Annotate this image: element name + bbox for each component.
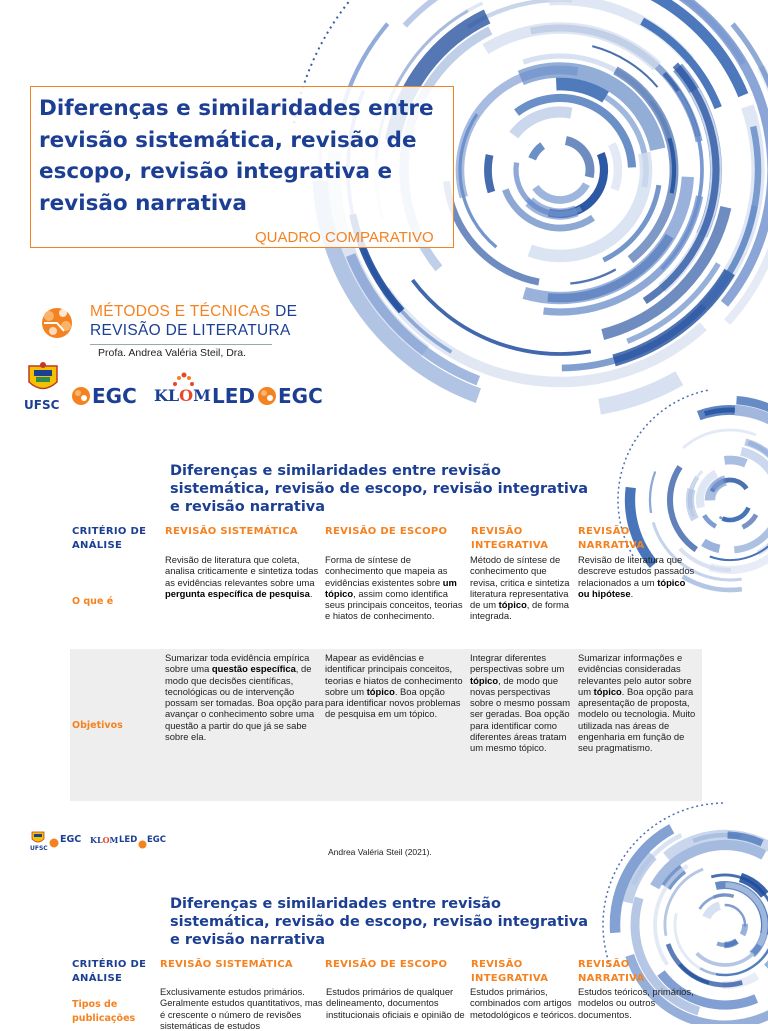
decorative-arc [655, 845, 764, 887]
brand-line-1b: DE [275, 303, 298, 320]
decorative-arc [710, 480, 726, 500]
cell-text: , assim como identifica seus principais conceitos, teorias e hiatos de conhecimento. [325, 587, 463, 622]
cell-text: Sumarizar informações e evidências consideradas relevantes pelo autor sobre um [578, 652, 692, 697]
decorative-arc [662, 91, 702, 269]
decorative-arc [668, 944, 742, 985]
decorative-arc [603, 207, 726, 334]
cell-tipos-narrativa: Estudos teóricos, primários, modelos ou outros documentos. [578, 986, 694, 1020]
decorative-arc [524, 177, 688, 298]
decorative-arc [413, 280, 591, 354]
egc-small-icon [49, 835, 59, 845]
decorative-arc [514, 112, 572, 135]
decorative-arc [697, 953, 754, 965]
brand-logo-icon [36, 301, 80, 345]
decorative-arc [634, 835, 682, 884]
decorative-arc [605, 97, 646, 187]
decorative-arc [717, 126, 758, 291]
decorative-arc [603, 803, 725, 967]
decorative-arc [734, 509, 768, 550]
decorative-arc [690, 489, 695, 519]
decorative-arc [699, 410, 768, 522]
cell-keyword: pergunta específica de pesquisa [165, 587, 310, 599]
cell-text: Mapear as evidências e identificar principais conceitos, teorias e hiatos de conhecimento sobre um [325, 652, 463, 697]
brand-line-1 [90, 303, 297, 321]
decorative-arc [758, 467, 768, 553]
egc-logo-icon [70, 385, 92, 407]
row-label-oque: O que é [72, 596, 114, 607]
brand-line-2: REVISÃO DE LITERATURA [90, 322, 291, 339]
decorative-arc [741, 451, 768, 491]
decorative-arc [705, 410, 739, 414]
decorative-arc [666, 869, 683, 887]
decorative-arc [704, 106, 758, 305]
section2-title: Diferenças e similaridades entre revisão sistemática, revisão de escopo, revisão integrativa e revisão narrativa [170, 896, 589, 948]
cell-keyword: um tópico [325, 576, 457, 599]
klom-logo [154, 386, 211, 405]
decorative-arc [712, 480, 747, 491]
decorative-arc [752, 914, 765, 955]
decorative-arc [628, 856, 653, 903]
led-small-text: LED [119, 835, 138, 845]
klom-logo-m: M [193, 386, 211, 405]
decorative-arc [485, 28, 657, 66]
credit-text: Andrea Valéria Steil (2021). [328, 847, 432, 857]
decorative-arc [733, 24, 768, 239]
decorative-arc [521, 70, 658, 149]
decorative-arc [468, 0, 572, 27]
decorative-arc [725, 905, 745, 927]
cell-obj-escopo [325, 652, 465, 720]
decorative-arc [385, 290, 703, 382]
decorative-arc [603, 185, 658, 260]
decorative-arc [614, 272, 730, 360]
cell-oque-escopo [325, 554, 465, 622]
decorative-arc [460, 70, 578, 197]
cell-keyword: tópico [498, 599, 527, 611]
decorative-arc [706, 906, 719, 918]
decorative-arc [678, 68, 716, 236]
led-egc-logo-icon [256, 385, 278, 407]
decorative-arc [570, 269, 615, 283]
decorative-arc [549, 154, 604, 214]
cell-keyword: tópico [470, 674, 499, 686]
header-integrativa: REVISÃO INTEGRATIVA [471, 526, 549, 551]
cell-text: Método de síntese de conhecimento que revisa, critica e sintetiza literatura representativa de um [470, 554, 570, 611]
brand-divider [90, 344, 272, 345]
decorative-arc [535, 184, 586, 200]
decorative-arc [753, 904, 765, 954]
header2-integrativa: REVISÃO INTEGRATIVA [471, 959, 549, 984]
decorative-arc [724, 941, 737, 945]
decorative-arc [642, 21, 718, 108]
decorative-arc [713, 895, 733, 897]
decorative-arc [615, 829, 672, 933]
cell-oque-integrativa [470, 554, 574, 622]
cell-text: , de modo que novas perspectivas sobre o mesmo possam ser geradas. Boa opção para identificar como diferentes áreas tratam um mesmo tópico. [470, 674, 571, 754]
decorative-arc [531, 28, 699, 141]
cell-obj-sistematica [165, 652, 325, 742]
cell-text: Forma de síntese de conhecimento que mapeia as evidências existentes sobre [325, 554, 448, 588]
cell-text: . [630, 587, 634, 599]
decorative-arc [723, 976, 758, 985]
cell-tipos-escopo: Estudos primários de qualquer delineamento, documentos institucionais oficiais e opinião de [326, 986, 465, 1020]
decorative-arc [351, 255, 479, 381]
decorative-arc [680, 964, 709, 983]
decorative-arc [517, 98, 632, 167]
decorative-arc [600, 378, 680, 406]
cell-text: Revisão de literatura que coleta, analisa criticamente e sintetiza todas as evidências relevantes sobre uma [165, 554, 319, 588]
decorative-arc [719, 517, 730, 520]
decorative-arc [727, 67, 768, 322]
brand-line-1a: MÉTODOS E TÉCNICAS [90, 303, 276, 320]
decorative-arc [725, 460, 746, 463]
decorative-arc [666, 835, 768, 918]
decorative-arc [562, 206, 755, 368]
decorative-arc [549, 0, 690, 61]
decorative-arc [693, 835, 741, 841]
decorative-arc [592, 46, 657, 87]
decorative-arc [405, 0, 744, 64]
decorative-arc [683, 430, 756, 448]
cell-text: Sumarizar toda evidência empírica sobre uma [165, 652, 310, 675]
decorative-arc [716, 885, 765, 934]
decorative-arc [615, 70, 674, 259]
cell-tipos-integrativa: Estudos primários, combinados com artigos metodológicos e teóricos. [470, 986, 577, 1020]
decorative-arc [544, 196, 700, 312]
header2-criterio: CRITÉRIO DE ANÁLISE [72, 959, 147, 984]
decorative-arc [700, 918, 768, 975]
decorative-arc [705, 0, 768, 170]
header2-escopo: REVISÃO DE ESCOPO [325, 959, 448, 970]
decorative-arc [700, 895, 724, 909]
row-label-objetivos: Objetivos [72, 720, 123, 731]
decorative-arc [714, 481, 724, 489]
decorative-arc [655, 866, 688, 965]
cell-obj-integrativa [470, 652, 574, 754]
decorative-arc [735, 410, 768, 495]
klom-small-o: O [102, 835, 110, 845]
decorative-arc [704, 515, 716, 526]
cell-tipos-sistematica: Exclusivamente estudos primários. Geralmente estudos quantitativos, mas é crescente o número de revisões sistemáticas de estudos [160, 986, 323, 1031]
decorative-arc [664, 73, 698, 136]
decorative-arc [690, 477, 697, 509]
decorative-arc [736, 400, 768, 431]
decorative-arc [665, 869, 703, 936]
ufsc-crest-icon [24, 362, 62, 396]
egc-logo-text: EGC [92, 384, 137, 408]
ufsc-crest-small-icon [30, 831, 46, 845]
decorative-arc [717, 941, 737, 945]
klom-dots-icon [172, 372, 194, 388]
decorative-arc [703, 542, 719, 549]
decorative-arc [612, 144, 618, 189]
decorative-arc [548, 236, 670, 298]
header-narrativa: REVISÃO NARRATIVA [578, 526, 645, 551]
decorative-arc [516, 163, 581, 214]
led-egc-logo-text: EGC [278, 384, 323, 408]
row-label-tipos: Tipos de publicações [72, 999, 136, 1024]
decorative-arc [743, 515, 757, 528]
section1-title: Diferenças e similaridades entre revisão sistemática, revisão de escopo, revisão integrativa e revisão narrativa [170, 463, 589, 515]
decorative-arc [627, 264, 718, 342]
cell-obj-narrativa [578, 652, 700, 754]
decorative-arc [645, 65, 716, 301]
cell-keyword: questão específica [211, 663, 296, 675]
decorative-arc [488, 155, 491, 192]
klom-small-logo [90, 835, 118, 845]
decorative-arc [723, 508, 749, 520]
decorative-arc [651, 101, 674, 193]
decorative-arc [658, 0, 768, 304]
author-name: Profa. Andrea Valéria Steil, Dra. [98, 347, 247, 359]
decorative-arc [650, 471, 655, 512]
page-title: Diferenças e similaridades entre revisão sistemática, revisão de escopo, revisão integrativa e revisão narrativa [39, 96, 434, 216]
ufsc-small-text: UFSC [30, 845, 48, 852]
cell-text: , de forma integrada. [470, 599, 570, 622]
klom-logo-k: KL [154, 386, 180, 405]
header-criterio: CRITÉRIO DE ANÁLISE [72, 526, 147, 551]
ufsc-logo-text: UFSC [24, 398, 60, 412]
cell-text: . [309, 587, 313, 599]
klom-small-k: KL [90, 835, 103, 845]
led-egc-small-text: EGC [147, 835, 167, 845]
decorative-arc [711, 875, 768, 944]
header-escopo: REVISÃO DE ESCOPO [325, 526, 448, 537]
decorative-arc [710, 532, 768, 560]
decorative-arc [740, 877, 764, 894]
header2-sistematica: REVISÃO SISTEMÁTICA [160, 959, 293, 970]
decorative-arc [662, 90, 716, 288]
decorative-arc [728, 835, 763, 843]
cell-text: . Boa opção para apresentação de proposta, modelo ou tecnologia. Muito utilizada nas áreas de engenharia em função de seu pragmatismo. [578, 685, 696, 754]
klom-small-m: M [109, 835, 119, 845]
header-sistematica: REVISÃO SISTEMÁTICA [165, 526, 298, 537]
cell-text: , de modo que decisões científicas, tecnológicas ou de intervenção possam ser tomadas. Boa opção para avançar o conhecimento sobre uma questão a partir do que já se sabe sobre ela. [165, 663, 324, 743]
cell-oque-sistematica [165, 554, 321, 599]
led-egc-small-icon [138, 836, 147, 845]
page-subtitle: QUADRO COMPARATIVO [255, 229, 434, 246]
cover-title-box [30, 86, 454, 248]
decorative-arc [532, 146, 542, 159]
decorative-arc [529, 202, 576, 214]
decorative-arc [700, 473, 716, 507]
decorative-arc [710, 506, 768, 570]
klom-logo-o: O [179, 386, 194, 405]
decorative-arc [690, 471, 702, 516]
decorative-arc [742, 924, 745, 935]
decorative-arc [523, 56, 669, 138]
decorative-arc [447, 181, 539, 282]
decorative-arc [505, 190, 593, 228]
decorative-arc [530, 153, 646, 256]
decorative-arc [556, 84, 605, 97]
decorative-arc [538, 0, 743, 95]
decorative-arc [460, 114, 496, 247]
cell-oque-narrativa [578, 554, 698, 599]
decorative-arc [745, 442, 768, 464]
decorative-arc [527, 199, 584, 214]
decorative-arc [675, 913, 716, 974]
cell-keyword: tópico [366, 685, 395, 697]
decorative-arc [566, 141, 590, 177]
cell-text: Integrar diferentes perspectivas sobre um [470, 652, 565, 675]
cell-keyword: tópico [593, 685, 622, 697]
decorative-arc [748, 443, 768, 546]
egc-small-text: EGC [60, 834, 82, 845]
cell-text: Revisão de literatura que descreve estudos passados relacionados a um [578, 554, 695, 588]
led-logo-text: LED [212, 384, 256, 408]
header2-narrativa: REVISÃO NARRATIVA [578, 959, 645, 984]
cell-keyword: tópico ou hipótese [578, 576, 686, 599]
decorative-arc [725, 885, 765, 945]
cell-text: . Boa opção para identificar novos problemas de pesquisa em um tópico. [325, 685, 461, 720]
